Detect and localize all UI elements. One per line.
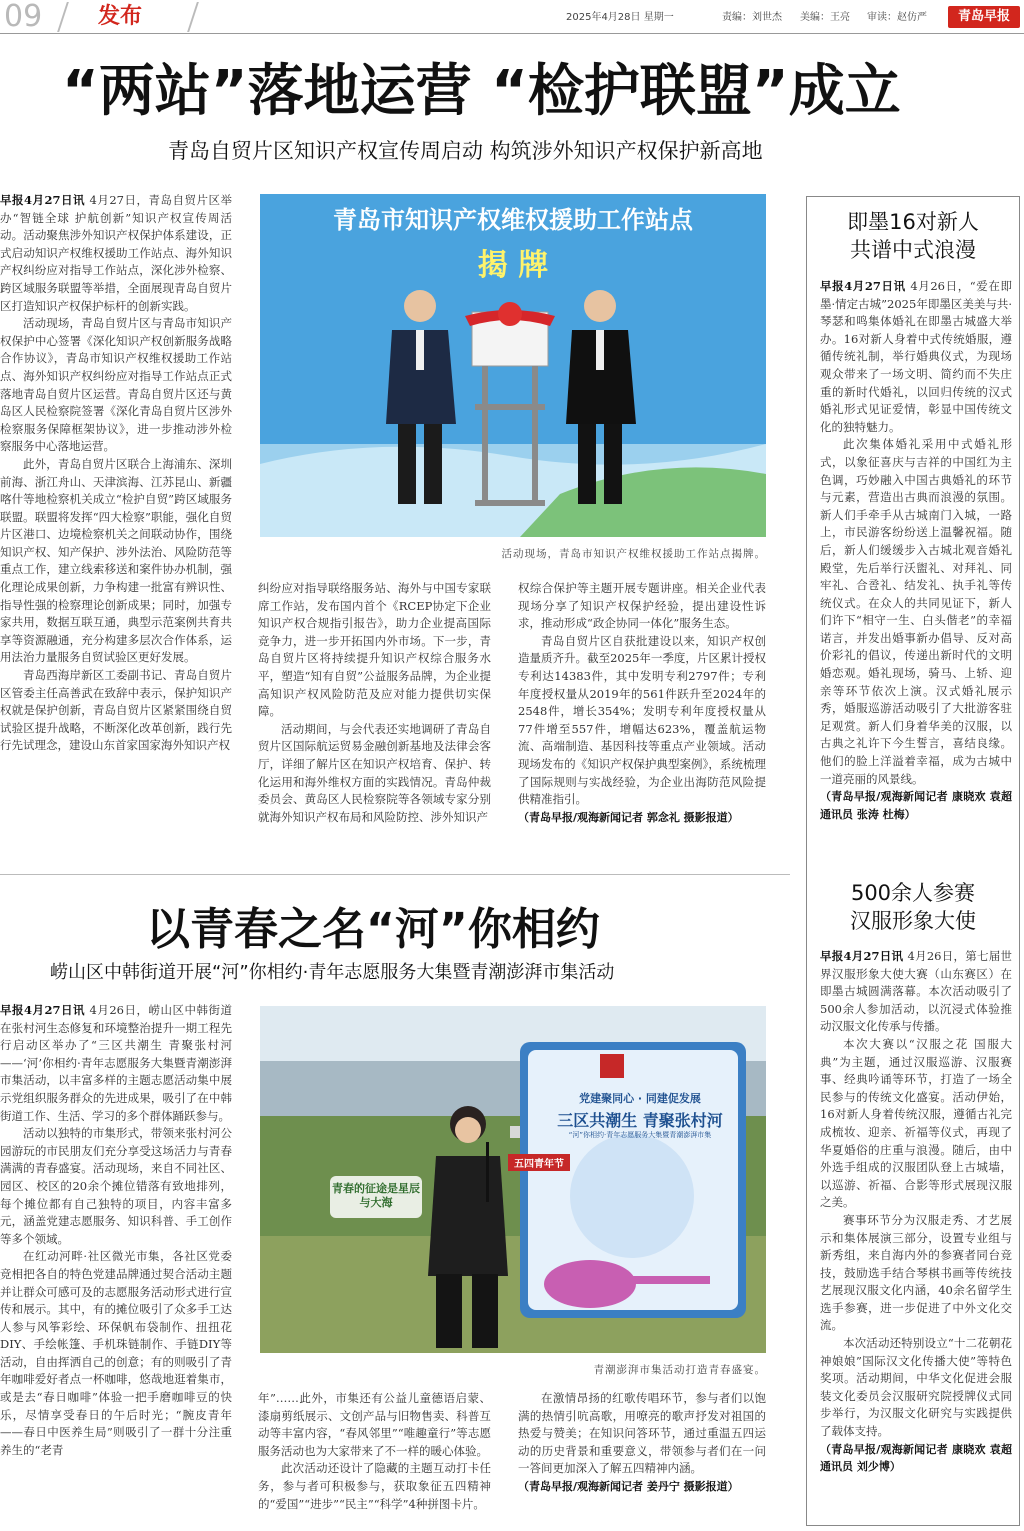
paragraph: 青岛自贸片区自获批建设以来，知识产权创造量质齐升。截至2025年一季度，片区累计授权专利达14383件，其中发明专利2797件；专利年度授权量从2019年的561件跃升至2024年的2548件，增长354%；发明专利年度授权量从77件增至557件，增幅达623%，覆盖航运物流、高端制造、基因科技等重点产业领域。活动现场发布的《知识产权保护典型案例》，系统梳理了国际规则与实战经验，为企业出海防范风险提供精准指引。	[518, 633, 766, 807]
paragraph	[820, 948, 1012, 1036]
reporter-credit: （青岛早报/观海新闻记者 康晓欢 袁超 通讯员 刘少博）	[820, 1442, 1012, 1474]
board-slogan: 党建聚同心 · 同建促发展	[579, 1092, 701, 1105]
paragraph-text: 4月26日，崂山区中韩街道在张村河生态修复和环境整治提升一期工程先行启动区举办了“三区共潮生 青聚张村河——‘河’你相约·青年志愿服务大集暨青潮澎湃市集活动，以丰富多样的主题志愿活动集中展示党组织服务群众的先进成果，吸引了在中韩街道工作、生活、学习的多个群体踊跃参与。	[0, 1003, 232, 1123]
dateline: 早报4月27日讯	[0, 1003, 90, 1017]
story1-photo-caption: 活动现场，青岛市知识产权维权援助工作站点揭牌。	[501, 548, 766, 560]
youth-market-photo	[260, 1006, 766, 1353]
proofreader-credit: 审读：赵仿严	[867, 12, 927, 23]
paragraph: 活动期间，与会代表还实地调研了青岛自贸片区国际航运贸易金融创新基地及法律会客厅，详细了解片区在知识产权培育、保护、转化运用和海外维权方面的实践情况。青岛仲裁委员会、黄岛区人民检察院等各领域专家分别就海外知识产权布局和风险防控、涉外知识产	[258, 721, 491, 824]
paragraph: 在激情昂扬的红歌传唱环节，参与者们以饱满的热情引吭高歌，用嘹亮的歌声抒发对祖国的热爱与赞美；在知识问答环节，通过重温五四运动的历史背景和重要意义，带领参与者们在一问一答间更加深入了解五四精神内涵。	[518, 1391, 766, 1476]
paragraph: 本次大赛以“汉服之花 国服大典”为主题，通过汉服巡游、汉服赛事、经典吟诵等环节，打造了一场全民参与的传统文化盛宴。活动伊始，16对新人身着传统汉服，遵循古礼完成梳妆、迎亲、祈福等仪式，再现了华夏婚俗的庄重与浪漫。随后，由中外选手组成的汉服团队登上古城墙，以巡游、祈福、合影等形式展现汉服之美。	[820, 1036, 1012, 1210]
paragraph: 在红动河畔·社区微光市集，各社区党委竞相把各自的特色党建品牌通过契合活动主题并让群众可感可及的志愿服务活动形式进行宣传和展示。其中，有的摊位吸引了众多手工达人参与风筝彩绘、环保帆布袋制作、扭扭花DIY、手绘帐篷、手机珠链制作、手链DIY等活动，自由挥洒自己的创意；有的则吸引了青年咖啡爱好者点一杯咖啡，悠哉地逛着集市，或是去“春日咖啡”体验一把手磨咖啡豆的快乐，尽情享受春日的午后时光；“腕皮青年——春日中医养生局”则吸引了一群十分注重养生的“老青	[0, 1249, 232, 1457]
masthead	[0, 0, 1024, 34]
story2-photo-caption: 青潮澎湃市集活动打造青春盛宴。	[593, 1364, 766, 1376]
paragraph: 年”……此外，市集还有公益儿童德语启蒙、漆扇剪纸展示、文创产品与旧物售卖、科普互动等丰富内容，“春风邻里”“唯趣童行”等志愿服务活动也为大家带来了不一样的暖心体验。	[258, 1391, 491, 1458]
story2-column-3	[518, 1390, 766, 1528]
paragraph: 权综合保护等主题开展专题讲座。相关企业代表现场分享了知识产权保护经验，提出建设性诉求，推动形成“政企协同一体化”服务生态。	[518, 581, 766, 631]
story1-column-2	[258, 580, 491, 866]
paragraph: 活动以独特的市集形式，带领来张村河公园游玩的市民朋友们充分享受这场活力与青春满满的青春盛宴。活动现场，来自不同社区、园区、校区的20余个摊位错落有致地排列，每个摊位都有自己独特的项目，内容丰富多元，涵盖党建志愿服务、知识科普、手工创作等多个领域。	[0, 1126, 232, 1246]
paragraph-text: 4月27日，青岛自贸片区举办“智链全球 护航创新”知识产权宣传周活动。活动聚焦涉外知识产权保护体系建设，正式启动知识产权维权援助工作站点、海外知识产权纠纷应对指导工作站点，深化涉外检察、跨区域服务联盟等举措，全面展现青岛自贸片区打造知识产权保护标杆的创新实践。	[0, 193, 232, 313]
paragraph-text: 4月26日，“爱在即墨·情定古城”2025年即墨区美美与共·琴瑟和鸣集体婚礼在即墨古城盛大举办。16对新人身着中式传统婚服，遵循传统礼制，举行婚典仪式，为现场观众带来了一场文明、简约而不失庄重的新时代婚礼，以回归传统的汉式婚礼形式见证爱情，彰显中国传统文化的独特魅力。	[820, 279, 1012, 434]
paragraph-text: 4月26日，第七届世界汉服形象大使大赛（山东赛区）在即墨古城圆满落幕。本次活动吸引了500余人参加活动，以沉浸式体验推动汉服文化传承与传播。	[820, 949, 1012, 1034]
editor-credit: 责编：刘世杰	[722, 12, 782, 23]
section-name: 发布	[98, 4, 143, 29]
paragraph: 纠纷应对指导联络服务站、海外与中国专家联席工作站，发布国内首个《RCEP协定下企业知识产权合规指引报告》，助力企业提高国际竞争力，进一步开拓国内外市场。下一步，青岛自贸片区将持续提升知识产权综合服务水平，塑造“知有自贸”公益服务品牌，为企业提高知识产权风险防范及应对能力提供切实保障。	[258, 581, 491, 719]
story2-headline: 以青春之名“河”你相约	[146, 904, 600, 955]
paragraph: 本次活动还特别设立“十二花朝花神娘娘”国际汉文化传播大使”等特色奖项。活动期间，中华文化促进会服装文化委员会汉服研究院授牌仪式同步举行，为汉服文化研究与实践提供了载体支持。	[820, 1336, 1012, 1439]
paragraph: 此外，青岛自贸片区联合上海浦东、深圳前海、浙江舟山、天津滨海、江苏昆山、新疆喀什等地检察机关成立“检护自贸”跨区域服务联盟。联盟将发挥“四大检察”职能，强化自贸片区港口、边境检察机关之间联动协作，围绕知识产权、知产保护、涉外法治、风险防范等重点工作，建立线索移送和案件协办机制，强化理论成果创新，力争构建一批富有辨识性、指导性强的检察理论创新成果；同时，加强专家共用，数据互联互通，典型示范案例共育共享等资源融通，充分构建多层次合作体系，运用法治力量服务自贸试验区更好发展。	[0, 456, 232, 665]
story1-column-1	[0, 192, 232, 868]
sidebar-story2-body	[820, 948, 1012, 1522]
reporter-credit: （青岛早报/观海新闻记者 姜丹宁 摄影报道）	[518, 1479, 739, 1493]
newspaper-logo: 青岛早报	[948, 6, 1020, 28]
masthead-divider	[187, 2, 199, 32]
reporter-credit: （青岛早报/观海新闻记者 郭念礼 摄影报道）	[518, 810, 739, 824]
board-subtitle: “河”你相约·青年志愿服务大集暨青潮澎湃市集	[568, 1131, 712, 1139]
story2-subhead: 崂山区中韩街道开展“河”你相约·青年志愿服务大集暨青潮澎湃市集活动	[50, 962, 615, 983]
masthead-divider	[57, 2, 69, 32]
story2-column-1	[0, 1002, 232, 1528]
sidebar-story1-title-line2: 共谱中式浪漫	[850, 238, 976, 262]
paragraph: 此次集体婚礼采用中式婚礼形式，以象征喜庆与吉祥的中国红为主色调，巧妙融入中国古典婚礼的环节与元素，营造出古典而浪漫的氛围。新人们手牵手从古城南门入城，一路上，市民游客纷纷送上温馨祝福。随后，新人们缓缓步入古城北观音婚礼殿堂，先后举行沃盥礼、对拜礼、同牢礼、合卺礼、结发礼、执手礼等传统仪式。在众人的共同见证下，新人们许下“相守一生、白头偕老”的幸福诺言，并发出婚事新办倡导、反对高价彩礼的倡议，传递出新时代的文明婚恋观。婚礼现场，骑马、上轿、迎亲等环节依次上演。汉式婚礼展示秀，婚服巡游活动吸引了大批游客驻足观赏。新人们身着华美的汉服，以古典之礼许下今生誓言，喜结良缘。他们的脸上洋溢着幸福，成为古城中一道亮丽的风景线。	[820, 437, 1012, 786]
dateline: 早报4月27日讯	[820, 949, 908, 963]
board-title: 三区共潮生 青聚张村河	[557, 1111, 723, 1130]
dateline: 早报4月27日讯	[0, 193, 90, 207]
sidebar-story1-title-line1: 即墨16对新人	[847, 210, 979, 234]
photo-banner-title: 青岛市知识产权维权援助工作站点	[333, 206, 693, 234]
reporter-credit: （青岛早报/观海新闻记者 康晓欢 袁超 通讯员 张涛 杜梅）	[820, 790, 1012, 821]
paragraph: 青岛西海岸新区工委副书记、青岛自贸片区管委主任高善武在致辞中表示，保护知识产权就是保护创新，青岛自贸片区紧紧围绕自贸试验区提升战略，不断深化改革创新，践行先行先试理念，建设山东首家国家海外知识产权	[0, 668, 232, 753]
designer-credit: 美编：王亮	[800, 12, 850, 23]
story2-photo	[260, 1006, 766, 1353]
story1-headline: “两站”落地运营 “检护联盟”成立	[62, 59, 901, 124]
story1-column-3	[518, 580, 766, 866]
paragraph: 活动现场，青岛自贸片区与青岛市知识产权保护中心签署《深化知识产权创新服务战略合作协议》，青岛市知识产权维权援助工作站点、海外知识产权纠纷应对指导工作站点正式落地青岛自贸片区运营。青岛自贸片区还与黄岛区人民检察院签署《深化青岛自贸片区涉外检察服务保障框架协议》，进一步推动涉外检察服务中心落地运营。	[0, 316, 232, 454]
section-divider	[0, 874, 790, 875]
dateline: 早报4月27日讯	[820, 279, 911, 293]
paragraph	[0, 192, 232, 315]
paragraph: 赛事环节分为汉服走秀、才艺展示和集体展演三部分，设置专业组与新秀组，来自海内外的参赛者同台竞技，鼓励选手结合琴棋书画等传统技艺展现汉服文化内涵，40余名留学生选手参赛，进一步促进了中外文化交流。	[820, 1212, 1012, 1333]
story1-subhead: 青岛自贸片区知识产权宣传周启动 构筑涉外知识产权保护新高地	[168, 139, 763, 163]
sidebar-story2-title-line2: 汉服形象大使	[850, 909, 976, 933]
youth-day-tag: 五四青年节	[508, 1154, 570, 1171]
sidebar-story1-body	[820, 278, 1012, 866]
photo-banner-sub: 揭 牌	[477, 248, 549, 283]
slogan-sign: 青春的征途是星辰与大海	[332, 1182, 420, 1209]
issue-date: 2025年4月28日 星期一	[566, 12, 674, 23]
paragraph	[820, 278, 1012, 436]
paragraph	[0, 1002, 232, 1125]
story2-column-2	[258, 1390, 491, 1528]
page-number: 09	[4, 0, 43, 34]
sidebar-story2-title-line1: 500余人参赛	[850, 881, 976, 905]
story1-photo	[260, 194, 766, 537]
paragraph: 此次活动还设计了隐藏的主题互动打卡任务，参与者可积极参与，获取象征五四精神的“爱国”“进步”“民主”“科学”4种拼图卡片。	[258, 1461, 491, 1511]
